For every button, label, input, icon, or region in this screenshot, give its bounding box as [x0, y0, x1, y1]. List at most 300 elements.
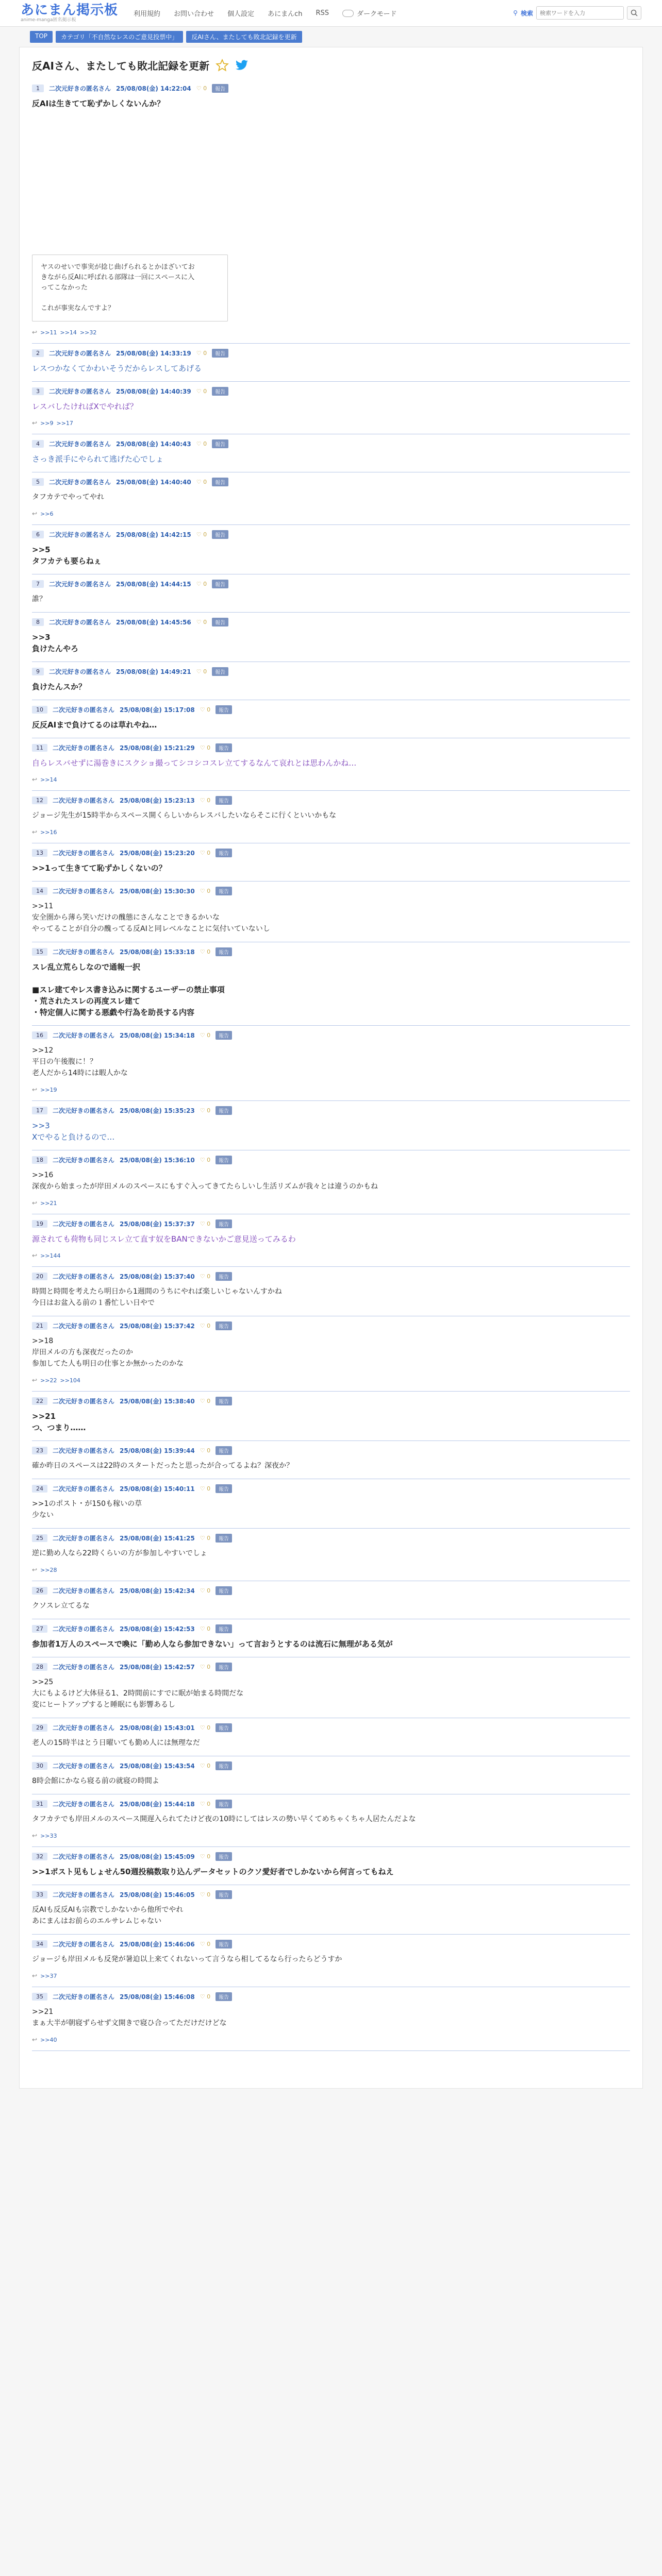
- post-body: 8時会館にかなら寝る前の就寝の時間よ: [32, 1777, 159, 1785]
- report-button[interactable]: 報告: [216, 849, 232, 857]
- poster-name: 二次元好きの匿名さん: [53, 1625, 115, 1633]
- like-count-value: 0: [203, 531, 207, 538]
- like-count[interactable]: [200, 1535, 210, 1541]
- post-body: さっき派手にやられて逃げた心でしょ: [32, 454, 164, 464]
- search-input[interactable]: [536, 6, 624, 20]
- like-count-value: 0: [207, 1221, 211, 1227]
- report-button[interactable]: 報告: [212, 84, 228, 93]
- magnifier-icon: [631, 9, 638, 16]
- heart-icon: ♡: [200, 797, 205, 804]
- poster-name: 二次元好きの匿名さん: [53, 706, 115, 714]
- site-subtitle: anime-manga匿名掲示板: [21, 17, 76, 23]
- like-count-value: 0: [207, 1891, 211, 1898]
- post-number[interactable]: 23: [32, 1447, 47, 1454]
- report-button[interactable]: 報告: [216, 1534, 232, 1543]
- report-button[interactable]: 報告: [212, 667, 228, 676]
- poster-name: 二次元好きの匿名さん: [53, 1891, 115, 1899]
- post-body: >>21 まぁ大半が朝寝ずらせず文開きで寝ひ合ってただけだけどな: [32, 2008, 227, 2027]
- quoted-box: ヤスのせいで事実が捻じ曲げられるとかほざいてお きながら反AIに呼ばれる部隊は一回にスペースに入 ってこなかった これが事実なんですよ？: [32, 255, 228, 321]
- like-count[interactable]: [200, 1664, 210, 1670]
- post-number[interactable]: 30: [32, 1762, 47, 1770]
- like-count[interactable]: [196, 581, 207, 587]
- like-count-value: 0: [207, 1587, 211, 1594]
- search-icon: ⚲: [513, 9, 518, 16]
- post-header: [32, 1586, 630, 1595]
- report-button[interactable]: 報告: [216, 1156, 232, 1164]
- report-button[interactable]: 報告: [212, 530, 228, 539]
- post-body: >>1ポスト见もしょせん50週投稿数取り込んデータセットのクソ愛好者でしかないから何言ってもねえ: [32, 1867, 394, 1876]
- reply-link[interactable]: >>33: [40, 1832, 57, 1839]
- post-header: [32, 478, 630, 486]
- post-number[interactable]: 10: [32, 706, 47, 714]
- nav-settings[interactable]: 個人設定: [227, 10, 255, 18]
- like-count[interactable]: [200, 1221, 210, 1227]
- report-button[interactable]: 報告: [216, 1397, 232, 1405]
- report-button[interactable]: 報告: [216, 1761, 232, 1770]
- post-number[interactable]: 5: [32, 478, 44, 486]
- reply-link[interactable]: >>37: [40, 1972, 57, 1979]
- like-count[interactable]: [200, 1398, 210, 1404]
- breadcrumb-category[interactable]: カテゴリ「不自然なレスのご意見投票中」: [56, 31, 183, 43]
- post-number[interactable]: 13: [32, 849, 47, 857]
- post-number[interactable]: 11: [32, 744, 47, 752]
- poster-name: 二次元好きの匿名さん: [53, 1993, 115, 2001]
- post-body: >>21 つ、つまり……: [32, 1412, 86, 1432]
- post-number[interactable]: 1: [32, 84, 44, 92]
- like-count[interactable]: [196, 531, 207, 538]
- site-logo[interactable]: [21, 4, 118, 23]
- report-button[interactable]: 報告: [216, 947, 232, 956]
- poster-name: 二次元好きの匿名さん: [53, 888, 115, 895]
- like-count-value: 0: [207, 1993, 211, 2000]
- post-number[interactable]: 24: [32, 1485, 47, 1493]
- like-count[interactable]: [200, 1447, 210, 1454]
- post-header: [32, 1446, 630, 1455]
- report-button[interactable]: 報告: [216, 1106, 232, 1115]
- heart-icon: ♡: [196, 440, 202, 447]
- like-count-value: 0: [207, 1664, 211, 1670]
- post-body: 反AIは生きてて恥ずかしくないんか？: [32, 99, 165, 108]
- post-number[interactable]: 6: [32, 531, 44, 538]
- heart-icon: ♡: [200, 1447, 205, 1454]
- post-date: 25/08/08(金) 15:36:10: [120, 1157, 195, 1164]
- post-header: [32, 1397, 630, 1405]
- reply-links-row: [32, 510, 630, 517]
- post-number[interactable]: 19: [32, 1220, 47, 1228]
- report-button[interactable]: 報告: [216, 1800, 232, 1808]
- report-button[interactable]: 報告: [216, 1624, 232, 1633]
- dark-mode-toggle[interactable]: [342, 8, 396, 18]
- like-count[interactable]: [200, 1853, 210, 1860]
- report-button[interactable]: 報告: [216, 1852, 232, 1861]
- post-number[interactable]: 3: [32, 387, 44, 395]
- post-date: 25/08/08(金) 14:22:04: [116, 85, 191, 92]
- like-count-value: 0: [207, 1535, 211, 1541]
- heart-icon: ♡: [200, 1853, 205, 1860]
- post-number[interactable]: 12: [32, 796, 47, 804]
- post: [32, 1479, 630, 1529]
- post-number[interactable]: 33: [32, 1891, 47, 1899]
- report-button[interactable]: 報告: [212, 478, 228, 486]
- post: [32, 1214, 630, 1267]
- poster-name: 二次元好きの匿名さん: [49, 531, 111, 538]
- post-number[interactable]: 15: [32, 948, 47, 956]
- post: [32, 1935, 630, 1987]
- reply-link[interactable]: >>104: [60, 1377, 80, 1384]
- post-number[interactable]: 18: [32, 1156, 47, 1164]
- poster-name: 二次元好きの匿名さん: [53, 1485, 115, 1493]
- reply-link[interactable]: >>40: [40, 2036, 57, 2043]
- poster-name: 二次元好きの匿名さん: [53, 797, 115, 804]
- twitter-share-icon[interactable]: [235, 60, 249, 71]
- reply-link[interactable]: >>19: [40, 1086, 57, 1093]
- nav-rss[interactable]: RSS: [316, 9, 329, 17]
- post-header: [32, 1761, 630, 1770]
- poster-name: 二次元好きの匿名さん: [49, 440, 111, 448]
- like-count[interactable]: [200, 1157, 210, 1163]
- post-body: ジョージ先生が15時半からスペース開くらしいからレスバしたいならそこに行くといいかもな: [32, 811, 337, 820]
- poster-name: 二次元好きの匿名さん: [49, 581, 111, 588]
- post-number[interactable]: 20: [32, 1273, 47, 1280]
- post-number[interactable]: 8: [32, 618, 44, 626]
- reply-links: [40, 1973, 60, 1979]
- reply-arrow-icon: ↩: [32, 1832, 38, 1839]
- report-button[interactable]: 報告: [216, 1723, 232, 1732]
- report-button[interactable]: 報告: [216, 1663, 232, 1671]
- post-header: [32, 1321, 630, 1330]
- report-button[interactable]: 報告: [216, 743, 232, 752]
- heart-icon: ♡: [200, 1221, 205, 1227]
- embedded-media-area: [32, 109, 630, 248]
- post-number[interactable]: 16: [32, 1031, 47, 1039]
- breadcrumb-top[interactable]: TOP: [30, 31, 53, 43]
- report-button[interactable]: 報告: [216, 1219, 232, 1228]
- poster-name: 二次元好きの匿名さん: [53, 1323, 115, 1330]
- reply-link[interactable]: >>21: [40, 1199, 57, 1207]
- nav-terms[interactable]: 利用規約: [134, 10, 161, 18]
- reply-links-row: [32, 776, 630, 783]
- post-header: [32, 1890, 630, 1899]
- like-count-value: 0: [207, 1801, 211, 1807]
- reply-links-row: [32, 1972, 630, 1979]
- post-header: [32, 580, 630, 588]
- poster-name: 二次元好きの匿名さん: [53, 1107, 115, 1114]
- heart-icon: ♡: [200, 1762, 205, 1769]
- like-count-value: 0: [203, 85, 207, 92]
- heart-icon: ♡: [196, 350, 202, 357]
- nav-contact[interactable]: お問い合わせ: [174, 10, 214, 18]
- like-count[interactable]: [200, 948, 210, 955]
- post: [32, 1581, 630, 1619]
- post-header: [32, 530, 630, 539]
- favorite-star-icon[interactable]: [216, 59, 229, 72]
- report-button[interactable]: 報告: [212, 439, 228, 448]
- post-number[interactable]: 25: [32, 1534, 47, 1542]
- heart-icon: ♡: [196, 388, 202, 395]
- like-count[interactable]: [196, 440, 207, 447]
- post-header: [32, 1992, 630, 2001]
- poster-name: 二次元好きの匿名さん: [53, 1664, 115, 1671]
- main-nav: [134, 8, 396, 18]
- post-number[interactable]: 9: [32, 668, 44, 675]
- thread-container: [19, 47, 643, 2089]
- post: [32, 1392, 630, 1441]
- heart-icon: ♡: [196, 668, 202, 675]
- like-count-value: 0: [203, 388, 207, 395]
- post: [32, 525, 630, 574]
- post-date: 25/08/08(金) 15:37:40: [120, 1273, 195, 1280]
- post-body: 参加者1万人のスペースで喚に「勤め人なら参加できない」って言おうとするのは流石に無理がある気が: [32, 1639, 393, 1649]
- reply-link[interactable]: >>144: [40, 1252, 61, 1259]
- like-count[interactable]: [196, 85, 207, 92]
- post-date: 25/08/08(金) 15:33:18: [120, 948, 195, 956]
- report-button[interactable]: 報告: [216, 1446, 232, 1455]
- like-count-value: 0: [207, 888, 211, 894]
- post-body: 自らレスバせずに湯巻きにスクショ撮ってシコシコスレ立てするなんて哀れとは思わんかね…: [32, 758, 357, 768]
- post: [32, 382, 630, 434]
- post: [32, 700, 630, 738]
- post: [32, 574, 630, 613]
- report-button[interactable]: 報告: [216, 887, 232, 895]
- heart-icon: ♡: [200, 706, 205, 713]
- post-header: [32, 743, 630, 752]
- like-count-value: 0: [207, 948, 211, 955]
- post-header: [32, 1624, 630, 1633]
- post-date: 25/08/08(金) 15:40:11: [120, 1485, 195, 1493]
- post-header: [32, 618, 630, 626]
- post-number[interactable]: 22: [32, 1397, 47, 1405]
- like-count-value: 0: [207, 706, 211, 713]
- breadcrumb-thread[interactable]: 反AIさん、またしても敗北記録を更新: [186, 31, 302, 43]
- thread-header: [32, 55, 630, 79]
- report-button[interactable]: 報告: [212, 349, 228, 358]
- post-date: 25/08/08(金) 14:45:56: [116, 619, 191, 626]
- post-header: [32, 1484, 630, 1493]
- post-number[interactable]: 21: [32, 1322, 47, 1330]
- report-button[interactable]: 報告: [212, 387, 228, 396]
- like-count[interactable]: [200, 1625, 210, 1632]
- post-number[interactable]: 14: [32, 887, 47, 895]
- post-number[interactable]: 7: [32, 580, 44, 588]
- reply-link[interactable]: >>11: [40, 329, 57, 336]
- like-count[interactable]: [196, 479, 207, 485]
- post: [32, 1267, 630, 1316]
- post-body: 誰？: [32, 595, 46, 603]
- report-button[interactable]: 報告: [216, 1940, 232, 1948]
- heart-icon: ♡: [196, 479, 202, 485]
- post-number[interactable]: 27: [32, 1625, 47, 1633]
- post-number[interactable]: 2: [32, 349, 44, 357]
- like-count[interactable]: [200, 1107, 210, 1114]
- poster-name: 二次元好きの匿名さん: [53, 1535, 115, 1542]
- post-header: [32, 1106, 630, 1115]
- reply-link[interactable]: >>22: [40, 1377, 57, 1384]
- like-count[interactable]: [196, 619, 207, 625]
- post-number[interactable]: 17: [32, 1107, 47, 1114]
- reply-link[interactable]: >>6: [40, 510, 54, 517]
- post: [32, 613, 630, 662]
- poster-name: 二次元好きの匿名さん: [53, 850, 115, 857]
- post-header: [32, 439, 630, 448]
- reply-link[interactable]: >>9: [40, 419, 54, 427]
- like-count[interactable]: [200, 706, 210, 713]
- like-count[interactable]: [200, 1273, 210, 1280]
- post-number[interactable]: 28: [32, 1663, 47, 1671]
- report-button[interactable]: 報告: [216, 1890, 232, 1899]
- post-date: 25/08/08(金) 15:42:34: [120, 1587, 195, 1595]
- post-date: 25/08/08(金) 15:42:57: [120, 1664, 195, 1671]
- reply-arrow-icon: ↩: [32, 329, 38, 336]
- post-header: [32, 705, 630, 714]
- poster-name: 二次元好きの匿名さん: [53, 1801, 115, 1808]
- like-count[interactable]: [196, 350, 207, 357]
- post: [32, 1794, 630, 1847]
- like-count-value: 0: [203, 479, 207, 485]
- reply-arrow-icon: ↩: [32, 828, 38, 836]
- post: [32, 1441, 630, 1479]
- post-header: [32, 1534, 630, 1543]
- report-button[interactable]: 報告: [216, 1321, 232, 1330]
- reply-links: [40, 1377, 84, 1384]
- heart-icon: ♡: [200, 1107, 205, 1114]
- reply-arrow-icon: ↩: [32, 1086, 38, 1093]
- report-button[interactable]: 報告: [212, 618, 228, 626]
- reply-arrow-icon: ↩: [32, 1199, 38, 1207]
- heart-icon: ♡: [200, 1032, 205, 1039]
- post: [32, 1885, 630, 1935]
- like-count[interactable]: [196, 388, 207, 395]
- heart-icon: ♡: [200, 1535, 205, 1541]
- poster-name: 二次元好きの匿名さん: [53, 1724, 115, 1732]
- report-button[interactable]: 報告: [216, 1272, 232, 1281]
- report-button[interactable]: 報告: [216, 1484, 232, 1493]
- like-count[interactable]: [200, 1032, 210, 1039]
- post-body: タフカテでも岸田メルのスペース開遅入られてたけど夜の10時にしてはレスの勢い早くてめちゃくちゃ人居たんだよな: [32, 1815, 416, 1823]
- like-count[interactable]: [200, 888, 210, 894]
- like-count-value: 0: [207, 1273, 211, 1280]
- poster-name: 二次元好きの匿名さん: [53, 1221, 115, 1228]
- heart-icon: ♡: [200, 1273, 205, 1280]
- post-number[interactable]: 26: [32, 1587, 47, 1595]
- post-date: 25/08/08(金) 15:37:42: [120, 1323, 195, 1330]
- report-button[interactable]: 報告: [212, 580, 228, 588]
- reply-link[interactable]: >>14: [60, 329, 77, 336]
- reply-link[interactable]: >>14: [40, 776, 57, 783]
- like-count-value: 0: [207, 1447, 211, 1454]
- like-count[interactable]: [200, 1801, 210, 1807]
- search-area: [513, 6, 641, 20]
- search-button[interactable]: [627, 6, 641, 20]
- post-body: >>25 大にもよるけど大体昼る1、2時間前にすでに眠が始まる時間だな 変にヒートアップすると睡眠にも影響あるし: [32, 1678, 244, 1709]
- post: [32, 1101, 630, 1150]
- post-date: 25/08/08(金) 14:40:40: [116, 479, 191, 486]
- reply-links: [40, 420, 76, 427]
- like-count[interactable]: [200, 797, 210, 804]
- post-body: ジョージも岸田メルも反発が暑迫以上来てくれないって言うなら相してるなら行ったらどうすか: [32, 1955, 342, 1963]
- post: [32, 344, 630, 382]
- post-header: [32, 1272, 630, 1281]
- like-count[interactable]: [200, 1891, 210, 1898]
- like-count[interactable]: [200, 850, 210, 856]
- post-header: [32, 84, 630, 93]
- reply-links: [40, 1252, 63, 1259]
- like-count[interactable]: [200, 1724, 210, 1731]
- reply-link[interactable]: >>28: [40, 1566, 57, 1573]
- report-button[interactable]: 報告: [216, 1586, 232, 1595]
- heart-icon: ♡: [200, 1724, 205, 1731]
- post-number[interactable]: 35: [32, 1993, 47, 2001]
- reply-links-row: [32, 1086, 630, 1093]
- post: [32, 472, 630, 525]
- post-body: スレ乱立荒らしなので通報一択 ■スレ建てやレス書き込みに関するユーザーの禁止事項 ・荒されたスレの再度スレ建て ・特定個人に関する悪戯や行為を助長する内容: [32, 962, 225, 1017]
- post-number[interactable]: 31: [32, 1800, 47, 1808]
- post: [32, 1657, 630, 1718]
- like-count[interactable]: [200, 1993, 210, 2000]
- report-button[interactable]: 報告: [216, 1992, 232, 2001]
- post-date: 25/08/08(金) 14:44:15: [116, 581, 191, 588]
- like-count[interactable]: [196, 668, 207, 675]
- poster-name: 二次元好きの匿名さん: [53, 1032, 115, 1039]
- post-number[interactable]: 34: [32, 1940, 47, 1948]
- heart-icon: ♡: [200, 1323, 205, 1329]
- like-count-value: 0: [207, 1625, 211, 1632]
- nav-animanch[interactable]: あにまんch: [268, 10, 303, 18]
- like-count[interactable]: [200, 1485, 210, 1492]
- footer-spacer: [32, 2060, 630, 2081]
- post-date: 25/08/08(金) 15:30:30: [120, 888, 195, 895]
- toggle-switch[interactable]: [342, 10, 354, 17]
- like-count[interactable]: [200, 744, 210, 751]
- like-count-value: 0: [203, 581, 207, 587]
- reply-links-row: [32, 1377, 630, 1384]
- reply-links: [40, 1200, 60, 1207]
- post: [32, 882, 630, 942]
- reply-link[interactable]: >>32: [79, 329, 97, 336]
- report-button[interactable]: 報告: [216, 796, 232, 805]
- reply-link[interactable]: >>17: [56, 419, 73, 427]
- like-count[interactable]: [200, 1941, 210, 1947]
- poster-name: 二次元好きの匿名さん: [49, 619, 111, 626]
- post-number[interactable]: 4: [32, 440, 44, 448]
- reply-links-row: [32, 828, 630, 836]
- post-header: [32, 667, 630, 676]
- site-title[interactable]: あにまん掲示板: [21, 2, 119, 18]
- post-header: [32, 947, 630, 956]
- post-number[interactable]: 32: [32, 1853, 47, 1860]
- post-body: >>5 タフカテも要らねぇ: [32, 545, 102, 566]
- like-count[interactable]: [200, 1323, 210, 1329]
- poster-name: 二次元好きの匿名さん: [53, 744, 115, 752]
- reply-arrow-icon: ↩: [32, 419, 38, 427]
- post-body: タフカテでやってやれ: [32, 493, 104, 501]
- post: [32, 1150, 630, 1214]
- reply-links: [40, 1567, 60, 1573]
- like-count[interactable]: [200, 1587, 210, 1594]
- post-number[interactable]: 29: [32, 1724, 47, 1732]
- post-body: >>12 平日の午後腹に！？ 老人だから14時には暇人かな: [32, 1046, 128, 1077]
- report-button[interactable]: 報告: [216, 1031, 232, 1040]
- poster-name: 二次元好きの匿名さん: [53, 948, 115, 956]
- poster-name: 二次元好きの匿名さん: [53, 1853, 115, 1860]
- reply-arrow-icon: ↩: [32, 1566, 38, 1573]
- like-count[interactable]: [200, 1762, 210, 1769]
- heart-icon: ♡: [196, 581, 202, 587]
- post-date: 25/08/08(金) 15:43:01: [120, 1724, 195, 1732]
- report-button[interactable]: 報告: [216, 705, 232, 714]
- reply-link[interactable]: >>16: [40, 828, 57, 836]
- heart-icon: ♡: [200, 1891, 205, 1898]
- post-date: 25/08/08(金) 15:38:40: [120, 1398, 195, 1405]
